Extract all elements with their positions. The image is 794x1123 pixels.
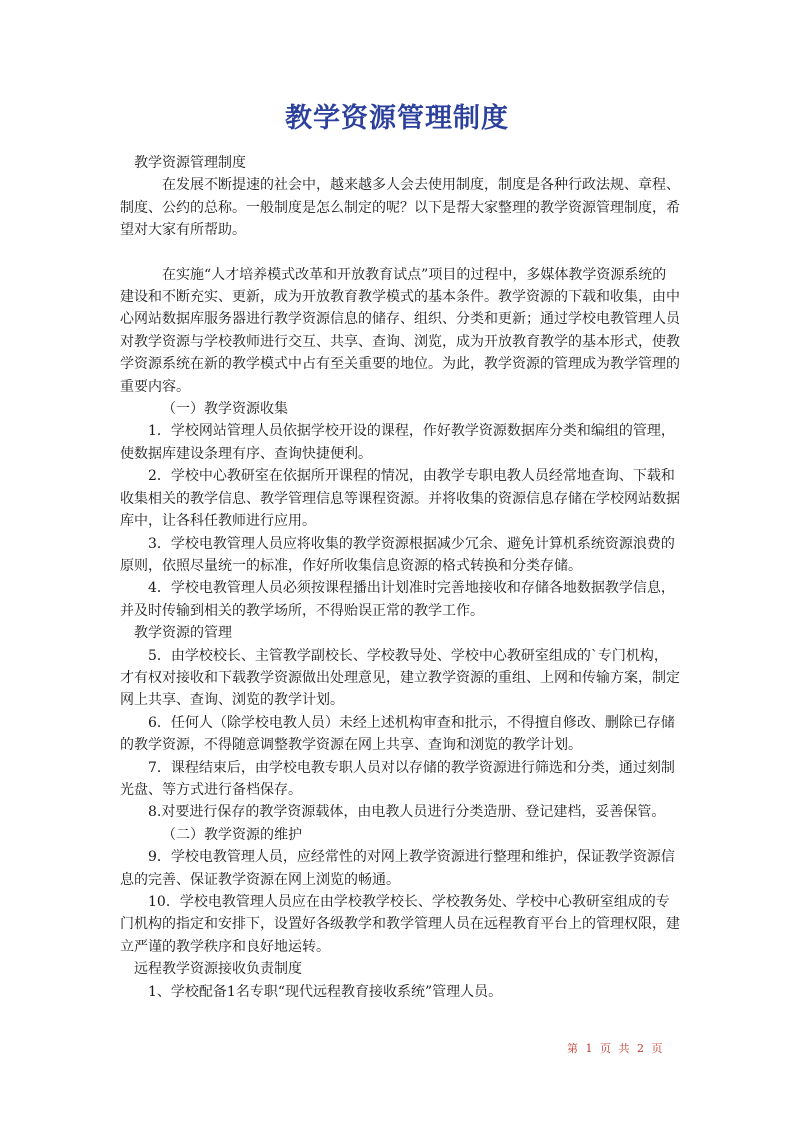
paragraph-item-9: 9．学校电教管理人员，应经常性的对网上教学资源进行整理和维护，保证教学资源信息的完善、保证教学资源在网上浏览的畅通。 <box>120 849 675 888</box>
section-heading-collection: （一）教学资源收集 <box>162 401 288 418</box>
paragraph-intro: 在发展不断提速的社会中，越来越多人会去使用制度，制度是各种行政法规、章程、制度、公约的总称。一般制度是怎么制定的呢？以下是帮大家整理的教学资源管理制度，希望对大家有所帮助。 <box>120 177 680 239</box>
paragraph-item-4: 4．学校电教管理人员必须按课程播出计划准时完善地接收和存储各地数据教学信息，并及时传输到相关的教学场所，不得贻误正常的教学工作。 <box>120 580 675 619</box>
paragraph-item-3: 3．学校电教管理人员应将收集的教学资源根据减少冗余、避免计算机系统资源浪费的原则，依照尽量统一的标准，作好所收集信息资源的格式转换和分类存储。 <box>120 535 675 574</box>
paragraph-item-5: 5．由学校校长、主管教学副校长、学校教导处、学校中心教研室组成的`专门机构，才有权对接收和下载教学资源做出处理意见，建立教学资源的重组、上网和传输方案，制定网上共享、查询、浏览的教学计划。 <box>120 647 680 709</box>
section-heading-remote: 远程教学资源接收负责制度 <box>134 961 302 978</box>
document-body <box>120 152 680 1003</box>
paragraph-item-7: 7．课程结束后，由学校电教专职人员对以存储的教学资源进行筛选和分类，通过刻制光盘、等方式进行备档保存。 <box>120 759 675 798</box>
paragraph-item-8: 8.对要进行保存的教学资源载体，由电教人员进行分类造册、登记建档，妥善保管。 <box>148 804 666 821</box>
paragraph-subtitle: 教学资源管理制度 <box>134 155 246 171</box>
section-heading-maintenance: （二）教学资源的维护 <box>162 826 302 843</box>
paragraph-item-6: 6．任何人（除学校电教人员）未经上述机构审查和批示，不得擅自修改、删除已存储的教学资源，不得随意调整教学资源在网上共享、查询和浏览的教学计划。 <box>120 714 675 754</box>
paragraph-item-10: 10．学校电教管理人员应在由学校教学校长、学校教务处、学校中心教研室组成的专门机构的指定和安排下，设置好各级教学和教学管理人员在远程教育平台上的管理权限，建立严谨的教学秩序和良好地运转。 <box>120 894 680 955</box>
paragraph-item-1: 1．学校网站管理人员依据学校开设的课程，作好教学资源数据库分类和编组的管理，使数据库建设条理有序、查询快捷便利。 <box>120 423 675 462</box>
paragraph-gap <box>120 242 680 264</box>
page-number-footer: 第 1 页 共 2 页 <box>567 1042 665 1055</box>
paragraph-background: 在实施“人才培养模式改革和开放教育试点”项目的过程中，多媒体教学资源系统的建设和不断充实、更新，成为开放教育教学模式的基本条件。教学资源的下载和收集，由中心网站数据库服务器进行教学资源信息的储存、组织、分类和更新；通过学校电教管理人员对教学资源与学校教师进行交互、共享、查询、浏览，成为开放教育教学的基本形式，使教学资源系统在新的教学模式中占有至关重要的地位。为此，教学资源的管理成为教学管理的重要内容。 <box>120 266 680 395</box>
paragraph-remote-item-1: 1、学校配备1名专职“现代远程教育接收系统”管理人员。 <box>148 983 503 1000</box>
section-heading-management: 教学资源的管理 <box>134 625 232 642</box>
document-title: 教学资源管理制度 <box>285 103 509 134</box>
paragraph-item-2: 2．学校中心教研室在依据所开课程的情况，由教学专职电教人员经常地查询、下载和收集相关的教学信息、教学管理信息等课程资源。并将收集的资源信息存储在学校网站数据库中，让各科任教师进行应用。 <box>120 468 680 530</box>
